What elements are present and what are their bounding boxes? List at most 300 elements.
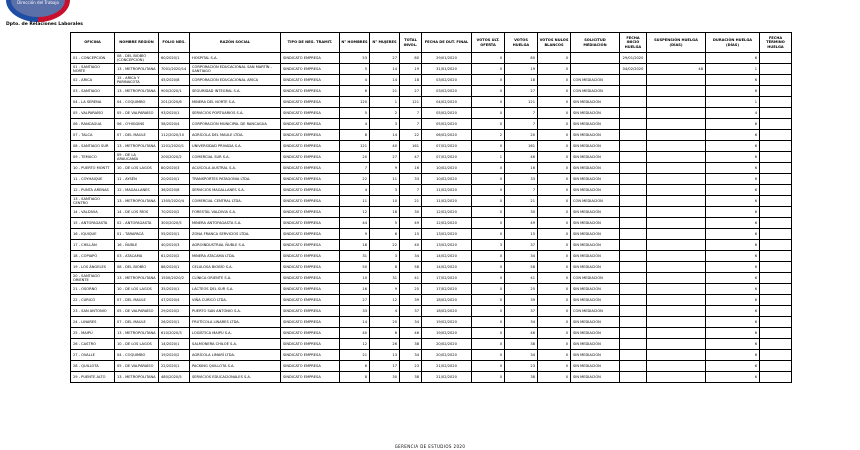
table-cell: 38 bbox=[400, 339, 422, 350]
table-cell: 61/2020/2 bbox=[159, 251, 190, 262]
table-row bbox=[71, 130, 792, 141]
table-cell bbox=[620, 207, 647, 218]
table-cell bbox=[620, 295, 647, 306]
table-cell: 45/2020/8 bbox=[159, 75, 190, 86]
table-cell: LOGÍSTICA MAIPÚ S.A. bbox=[190, 328, 281, 339]
table-cell bbox=[760, 339, 792, 350]
table-cell: 16 bbox=[505, 163, 538, 174]
table-cell: SINDICATO EMPRESA bbox=[281, 86, 340, 97]
table-cell: SINDICATO EMPRESA bbox=[281, 295, 340, 306]
table-cell: MINERA ATACAMA LTDA. bbox=[190, 251, 281, 262]
table-cell: SIN MEDIACIÓN bbox=[571, 174, 620, 185]
table-cell: 200/2020/2 bbox=[159, 152, 190, 163]
table-cell bbox=[760, 273, 792, 284]
table-row bbox=[71, 295, 792, 306]
table-cell: 07/02/2020 bbox=[422, 141, 472, 152]
table-cell bbox=[647, 229, 706, 240]
table-cell: 0 bbox=[472, 339, 505, 350]
table-cell: 120 bbox=[340, 97, 370, 108]
table-row bbox=[71, 339, 792, 350]
table-cell: SIN MEDIACIÓN bbox=[571, 119, 620, 130]
table-cell: 3 bbox=[370, 185, 400, 196]
table-cell: 27 - OVALLE bbox=[71, 350, 115, 361]
table-cell: 36/2020/8 bbox=[159, 185, 190, 196]
table-row bbox=[71, 251, 792, 262]
table-cell: 0 bbox=[472, 207, 505, 218]
table-cell: 0 bbox=[472, 97, 505, 108]
table-cell bbox=[760, 108, 792, 119]
table-cell bbox=[760, 317, 792, 328]
table-row bbox=[71, 361, 792, 372]
table-cell: 50 bbox=[340, 262, 370, 273]
table-cell: SIN MEDIACIÓN bbox=[571, 152, 620, 163]
table-cell: SIN MEDIACIÓN bbox=[571, 97, 620, 108]
table-cell: 02 - ARICA bbox=[71, 75, 115, 86]
table-cell: 6 bbox=[706, 284, 760, 295]
table-cell: SINDICATO EMPRESA bbox=[281, 163, 340, 174]
table-cell: SIN MEDIACIÓN bbox=[571, 350, 620, 361]
table-cell bbox=[760, 328, 792, 339]
table-cell: 15 bbox=[400, 229, 422, 240]
table-cell: 4 bbox=[340, 75, 370, 86]
table-cell: 04 - LA SERENA bbox=[71, 97, 115, 108]
table-cell: 30 bbox=[370, 372, 400, 383]
table-cell: 13 - METROPOLITANA bbox=[115, 372, 159, 383]
table-cell bbox=[760, 229, 792, 240]
table-cell: 7 bbox=[400, 119, 422, 130]
table-cell: 0 bbox=[472, 372, 505, 383]
table-cell: SERVICIOS EDUCACIONALES S.A. bbox=[190, 372, 281, 383]
table-cell bbox=[760, 141, 792, 152]
table-cell: 15 bbox=[505, 229, 538, 240]
table-cell: SERVICIOS MAGALLANES S.A. bbox=[190, 185, 281, 196]
table-cell bbox=[647, 295, 706, 306]
table-cell: FORESTAL VALDIVIA S.A. bbox=[190, 207, 281, 218]
table-cell: SIN MEDIACIÓN bbox=[571, 317, 620, 328]
table-cell: 0 bbox=[538, 240, 571, 251]
table-cell: 12 bbox=[370, 295, 400, 306]
table-row bbox=[71, 97, 792, 108]
table-cell: 6 bbox=[370, 229, 400, 240]
table-cell: 0 bbox=[472, 306, 505, 317]
table-cell: 0 bbox=[472, 317, 505, 328]
table-cell: 06 - O'HIGGINS bbox=[115, 119, 159, 130]
table-cell bbox=[620, 262, 647, 273]
table-cell bbox=[760, 306, 792, 317]
table-cell: 12 bbox=[340, 339, 370, 350]
table-cell: 38 bbox=[505, 339, 538, 350]
table-row bbox=[71, 163, 792, 174]
table-cell: 0 bbox=[538, 152, 571, 163]
table-cell: CON MEDIACIÓN bbox=[571, 75, 620, 86]
table-cell bbox=[647, 328, 706, 339]
table-cell: 0 bbox=[472, 185, 505, 196]
table-cell: 0 bbox=[538, 185, 571, 196]
table-cell: SINDICATO EMPRESA bbox=[281, 306, 340, 317]
table-cell: 55/2020/1 bbox=[159, 229, 190, 240]
table-cell: SIN MEDIACIÓN bbox=[571, 141, 620, 152]
table-cell: 38 bbox=[505, 372, 538, 383]
table-cell: 6 bbox=[706, 75, 760, 86]
table-cell: 47/2020/4 bbox=[159, 295, 190, 306]
table-cell bbox=[647, 273, 706, 284]
table-row bbox=[71, 284, 792, 295]
table-cell: 19/02/2020 bbox=[422, 328, 472, 339]
table-row bbox=[71, 240, 792, 251]
table-cell bbox=[620, 185, 647, 196]
table-row bbox=[71, 229, 792, 240]
table-cell: 2 bbox=[370, 108, 400, 119]
table-cell: AGROINDUSTRIAL ÑUBLE S.A. bbox=[190, 240, 281, 251]
table-cell: 17 - CHILLÁN bbox=[71, 240, 115, 251]
table-cell: 02 - ANTOFAGASTA bbox=[115, 218, 159, 229]
table-cell: 7 bbox=[400, 185, 422, 196]
table-cell bbox=[620, 350, 647, 361]
table-cell: 16 bbox=[400, 163, 422, 174]
table-cell: 17 bbox=[370, 361, 400, 372]
table-cell: 01 - SANTIAGO NORTE bbox=[71, 64, 115, 75]
table-cell: 31 bbox=[370, 273, 400, 284]
table-cell: 10 bbox=[370, 196, 400, 207]
table-cell bbox=[647, 97, 706, 108]
table-cell: SINDICATO EMPRESA bbox=[281, 284, 340, 295]
table-cell: 07 - TALCA bbox=[71, 130, 115, 141]
table-cell: 1 bbox=[706, 97, 760, 108]
table-cell: 161 bbox=[400, 141, 422, 152]
table-cell: 0 bbox=[538, 229, 571, 240]
table-cell: SIN MEDIACIÓN bbox=[571, 262, 620, 273]
table-cell: 18 bbox=[340, 240, 370, 251]
table-cell: 20 bbox=[505, 130, 538, 141]
table-cell bbox=[620, 75, 647, 86]
table-cell: 04/02/2020 bbox=[620, 64, 647, 75]
table-cell bbox=[760, 207, 792, 218]
table-cell bbox=[760, 174, 792, 185]
table-cell: 26 - CASTRO bbox=[71, 339, 115, 350]
table-cell bbox=[647, 240, 706, 251]
table-cell: 6 bbox=[706, 207, 760, 218]
table-cell: 6 bbox=[706, 350, 760, 361]
table-cell: 0 bbox=[538, 218, 571, 229]
table-cell: 18 bbox=[505, 75, 538, 86]
table-row bbox=[71, 108, 792, 119]
table-cell: 6 bbox=[706, 119, 760, 130]
table-cell: 0 bbox=[472, 53, 505, 64]
table-cell: SINDICATO EMPRESA bbox=[281, 75, 340, 86]
table-cell: 14/02/2020 bbox=[422, 251, 472, 262]
table-cell: 22 - CURICÓ bbox=[71, 295, 115, 306]
table-cell: 05 - DE VALPARAÍSO bbox=[115, 306, 159, 317]
table-row bbox=[71, 350, 792, 361]
table-row bbox=[71, 262, 792, 273]
table-row bbox=[71, 273, 792, 284]
table-cell: 22 bbox=[400, 130, 422, 141]
table-cell bbox=[647, 53, 706, 64]
table-cell: 4 bbox=[706, 108, 760, 119]
table-cell: SIN MEDIACIÓN bbox=[571, 295, 620, 306]
table-cell: 07 - DEL MAULE bbox=[115, 295, 159, 306]
table-cell: 5 bbox=[340, 64, 370, 75]
table-cell: 0 bbox=[472, 108, 505, 119]
table-cell: 08 - DEL BIOBÍO bbox=[115, 262, 159, 273]
table-cell: 1305/2020/4 bbox=[159, 196, 190, 207]
table-cell bbox=[620, 119, 647, 130]
table-cell bbox=[620, 273, 647, 284]
table-cell: 03 - ATACAMA bbox=[115, 251, 159, 262]
table-cell: 28 - QUILLOTA bbox=[71, 361, 115, 372]
table-row bbox=[71, 317, 792, 328]
table-cell: 7 bbox=[505, 119, 538, 130]
table-cell: 20/02/2020 bbox=[422, 339, 472, 350]
table-cell: SINDICATO EMPRESA bbox=[281, 218, 340, 229]
table-cell: 80/2020/3 bbox=[159, 163, 190, 174]
table-cell bbox=[647, 185, 706, 196]
table-cell: 0 bbox=[472, 141, 505, 152]
table-cell: 40 bbox=[400, 240, 422, 251]
table-cell: 13 - METROPOLITANA bbox=[115, 86, 159, 97]
table-cell bbox=[647, 372, 706, 383]
table-cell: 40 bbox=[340, 328, 370, 339]
table-cell: 0 bbox=[538, 163, 571, 174]
table-cell: 41 bbox=[505, 273, 538, 284]
table-cell: SIN MEDIACIÓN bbox=[571, 108, 620, 119]
table-cell: 21 bbox=[505, 196, 538, 207]
table-cell: 27 bbox=[400, 86, 422, 97]
table-cell: SIN MEDIACIÓN bbox=[571, 361, 620, 372]
table-cell: AGRÍCOLA DEL MAULE LTDA. bbox=[190, 130, 281, 141]
column-header: DURACIÓN HUELGA (DÍAS) bbox=[706, 33, 760, 53]
table-cell: 15 - ARICA Y PARINACOTA bbox=[115, 75, 159, 86]
table-cell: 09 - TEMUCO bbox=[71, 152, 115, 163]
table-cell: 5 bbox=[370, 218, 400, 229]
table-cell: 24 - LINARES bbox=[71, 317, 115, 328]
table-cell: 49 bbox=[505, 218, 538, 229]
table-cell: 0 bbox=[538, 130, 571, 141]
table-cell: SINDICATO EMPRESA bbox=[281, 152, 340, 163]
table-cell bbox=[620, 284, 647, 295]
table-cell: 0 bbox=[538, 53, 571, 64]
table-cell: 0 bbox=[472, 75, 505, 86]
table-cell: 35/2020/1 bbox=[159, 284, 190, 295]
table-cell: 8 bbox=[370, 262, 400, 273]
table-cell: 13 - METROPOLITANA bbox=[115, 196, 159, 207]
table-cell: 6 bbox=[706, 53, 760, 64]
table-cell bbox=[647, 284, 706, 295]
table-cell: 93/2020/1 bbox=[159, 108, 190, 119]
table-cell: 13/02/2020 bbox=[422, 240, 472, 251]
table-cell bbox=[620, 174, 647, 185]
table-cell bbox=[571, 64, 620, 75]
table-cell: 1500/2020/2 bbox=[159, 273, 190, 284]
table-cell: 161 bbox=[505, 141, 538, 152]
table-cell bbox=[647, 119, 706, 130]
table-cell: 27 bbox=[370, 53, 400, 64]
table-cell: 0 bbox=[538, 141, 571, 152]
table-cell: 121 bbox=[400, 97, 422, 108]
table-cell: 7001/2020/14 bbox=[159, 64, 190, 75]
table-row bbox=[71, 306, 792, 317]
table-cell: PUERTO SAN ANTONIO S.A. bbox=[190, 306, 281, 317]
table-cell: 19/02/2020 bbox=[422, 317, 472, 328]
table-cell: 01 - CONCEPCIÓN bbox=[71, 53, 115, 64]
table-cell: 14 - VALDIVIA bbox=[71, 207, 115, 218]
table-cell: 480/2020/5 bbox=[159, 372, 190, 383]
table-cell: CORPORACIÓN MUNICIPAL DE RANCAGUA bbox=[190, 119, 281, 130]
table-cell: 0 bbox=[538, 108, 571, 119]
table-row bbox=[71, 119, 792, 130]
table-cell bbox=[760, 86, 792, 97]
table-row bbox=[71, 328, 792, 339]
table-cell: 34 bbox=[400, 350, 422, 361]
table-cell bbox=[760, 185, 792, 196]
column-header: OFICINA bbox=[71, 33, 115, 53]
column-header: NOMBRE REGIÓN bbox=[115, 33, 159, 53]
table-cell: 6 bbox=[706, 196, 760, 207]
table-cell: 05 - DE VALPARAÍSO bbox=[115, 361, 159, 372]
table-cell: 3 bbox=[370, 119, 400, 130]
table-cell: SIN MEDIACIÓN bbox=[571, 207, 620, 218]
table-cell: 12/02/2020 bbox=[422, 218, 472, 229]
table-cell: 0 bbox=[538, 174, 571, 185]
table-cell: SINDICATO EMPRESA bbox=[281, 130, 340, 141]
table-cell: 9 bbox=[370, 284, 400, 295]
table-cell: 39 bbox=[400, 295, 422, 306]
table-cell: 0 bbox=[472, 284, 505, 295]
table-cell: 0 bbox=[538, 86, 571, 97]
table-cell: 03/02/2020 bbox=[422, 86, 472, 97]
table-cell: 10 - DE LOS LAGOS bbox=[115, 284, 159, 295]
column-header: VOTOS NULOS BLANCOS bbox=[538, 33, 571, 53]
table-cell: CORPORACIÓN EDUCACIONAL SAN MARTÍN - SANTIAGO bbox=[190, 64, 281, 75]
table-cell bbox=[760, 64, 792, 75]
table-cell: 0 bbox=[538, 273, 571, 284]
table-row bbox=[71, 64, 792, 75]
table-cell: 0 bbox=[538, 339, 571, 350]
table-cell: 0 bbox=[472, 119, 505, 130]
table-cell: 1 bbox=[472, 152, 505, 163]
table-cell: 13 bbox=[370, 350, 400, 361]
table-cell: 21/02/2020 bbox=[422, 372, 472, 383]
table-cell: 25 bbox=[505, 284, 538, 295]
strikes-table bbox=[70, 32, 792, 383]
table-cell: 11 bbox=[340, 196, 370, 207]
table-cell bbox=[647, 75, 706, 86]
table-cell: 12 bbox=[340, 207, 370, 218]
table-cell: 08 - DEL BIOBÍO (CONCEPCIÓN) bbox=[115, 53, 159, 64]
table-cell: 121 bbox=[505, 97, 538, 108]
table-cell: 21 bbox=[340, 350, 370, 361]
table-cell bbox=[647, 262, 706, 273]
table-cell: ACUÍCOLA AUSTRAL S.A. bbox=[190, 163, 281, 174]
table-cell: 18 bbox=[370, 207, 400, 218]
table-cell: 10 - PUERTO MONTT bbox=[71, 163, 115, 174]
table-cell: SIN MEDIACIÓN bbox=[571, 163, 620, 174]
table-cell: 0 bbox=[538, 207, 571, 218]
table-cell: CLÍNICA ORIENTE S.A. bbox=[190, 273, 281, 284]
table-row bbox=[71, 218, 792, 229]
table-cell bbox=[760, 361, 792, 372]
page-footer: GERENCIA DE ESTUDIOS 2020 bbox=[394, 444, 466, 449]
table-cell bbox=[620, 361, 647, 372]
table-cell: 27 bbox=[505, 86, 538, 97]
table-cell: 6 bbox=[706, 185, 760, 196]
table-cell: SINDICATO EMPRESA bbox=[281, 207, 340, 218]
table-cell: 80 bbox=[400, 53, 422, 64]
table-cell: VIÑA CURICÓ LTDA. bbox=[190, 295, 281, 306]
table-cell: CON MEDIACIÓN bbox=[571, 306, 620, 317]
table-cell: 13 - METROPOLITANA bbox=[115, 273, 159, 284]
table-cell: 6 bbox=[370, 328, 400, 339]
table-cell: 0 bbox=[472, 196, 505, 207]
table-cell bbox=[760, 218, 792, 229]
table-cell: 900/2020/1 bbox=[159, 86, 190, 97]
table-cell: 17/02/2020 bbox=[422, 273, 472, 284]
table-cell: 34 bbox=[400, 317, 422, 328]
table-cell: 22 bbox=[340, 174, 370, 185]
table-cell bbox=[760, 152, 792, 163]
column-header: N° HOMBRES bbox=[340, 33, 370, 53]
table-cell: 0 bbox=[538, 251, 571, 262]
column-header: FECHA DE DUT. FINAL bbox=[422, 33, 472, 53]
table-cell: 6 bbox=[706, 240, 760, 251]
table-cell bbox=[647, 130, 706, 141]
table-cell: 7 bbox=[340, 163, 370, 174]
table-cell: 7 bbox=[505, 108, 538, 119]
table-cell: SINDICATO EMPRESA bbox=[281, 317, 340, 328]
table-cell: 0 bbox=[472, 174, 505, 185]
table-cell bbox=[647, 218, 706, 229]
table-cell: 13 - METROPOLITANA bbox=[115, 141, 159, 152]
table-cell: 08 - SANTIAGO SUR bbox=[71, 141, 115, 152]
table-cell: SINDICATO EMPRESA bbox=[281, 196, 340, 207]
table-cell: 18 bbox=[400, 75, 422, 86]
table-cell bbox=[620, 218, 647, 229]
table-cell: 14/02/2020 bbox=[422, 262, 472, 273]
table-cell: 0 bbox=[472, 361, 505, 372]
table-cell: 11 - AYSÉN bbox=[115, 174, 159, 185]
table-cell: 58/2020/4 bbox=[159, 119, 190, 130]
table-cell: 4 bbox=[370, 306, 400, 317]
table-cell: 14/2020/1 bbox=[159, 339, 190, 350]
table-cell: SINDICATO EMPRESA bbox=[281, 141, 340, 152]
table-cell: 40/2020/3 bbox=[159, 240, 190, 251]
table-row bbox=[71, 174, 792, 185]
table-cell: 04/02/2020 bbox=[422, 97, 472, 108]
table-cell: 0 bbox=[472, 251, 505, 262]
table-cell bbox=[647, 163, 706, 174]
table-cell: 0 bbox=[538, 64, 571, 75]
table-cell: 14 bbox=[340, 317, 370, 328]
table-cell: SINDICATO EMPRESA bbox=[281, 240, 340, 251]
table-cell: 14 bbox=[370, 130, 400, 141]
table-cell: 29/01/2020 bbox=[620, 53, 647, 64]
table-cell: 07/02/2020 bbox=[422, 152, 472, 163]
table-cell: 05 - VALPARAÍSO bbox=[71, 108, 115, 119]
table-cell bbox=[760, 119, 792, 130]
table-cell: 6 bbox=[706, 339, 760, 350]
table-cell bbox=[647, 306, 706, 317]
table-cell: 37 bbox=[505, 306, 538, 317]
table-cell: 0 bbox=[538, 328, 571, 339]
table-cell: 4 bbox=[340, 119, 370, 130]
table-cell bbox=[647, 108, 706, 119]
table-cell: 6 bbox=[340, 86, 370, 97]
table-row bbox=[71, 372, 792, 383]
table-cell: 25 - MAIPÚ bbox=[71, 328, 115, 339]
table-cell: SINDICATO EMPRESA bbox=[281, 174, 340, 185]
table-cell: SINDICATO EMPRESA bbox=[281, 53, 340, 64]
table-cell: 6 bbox=[706, 86, 760, 97]
